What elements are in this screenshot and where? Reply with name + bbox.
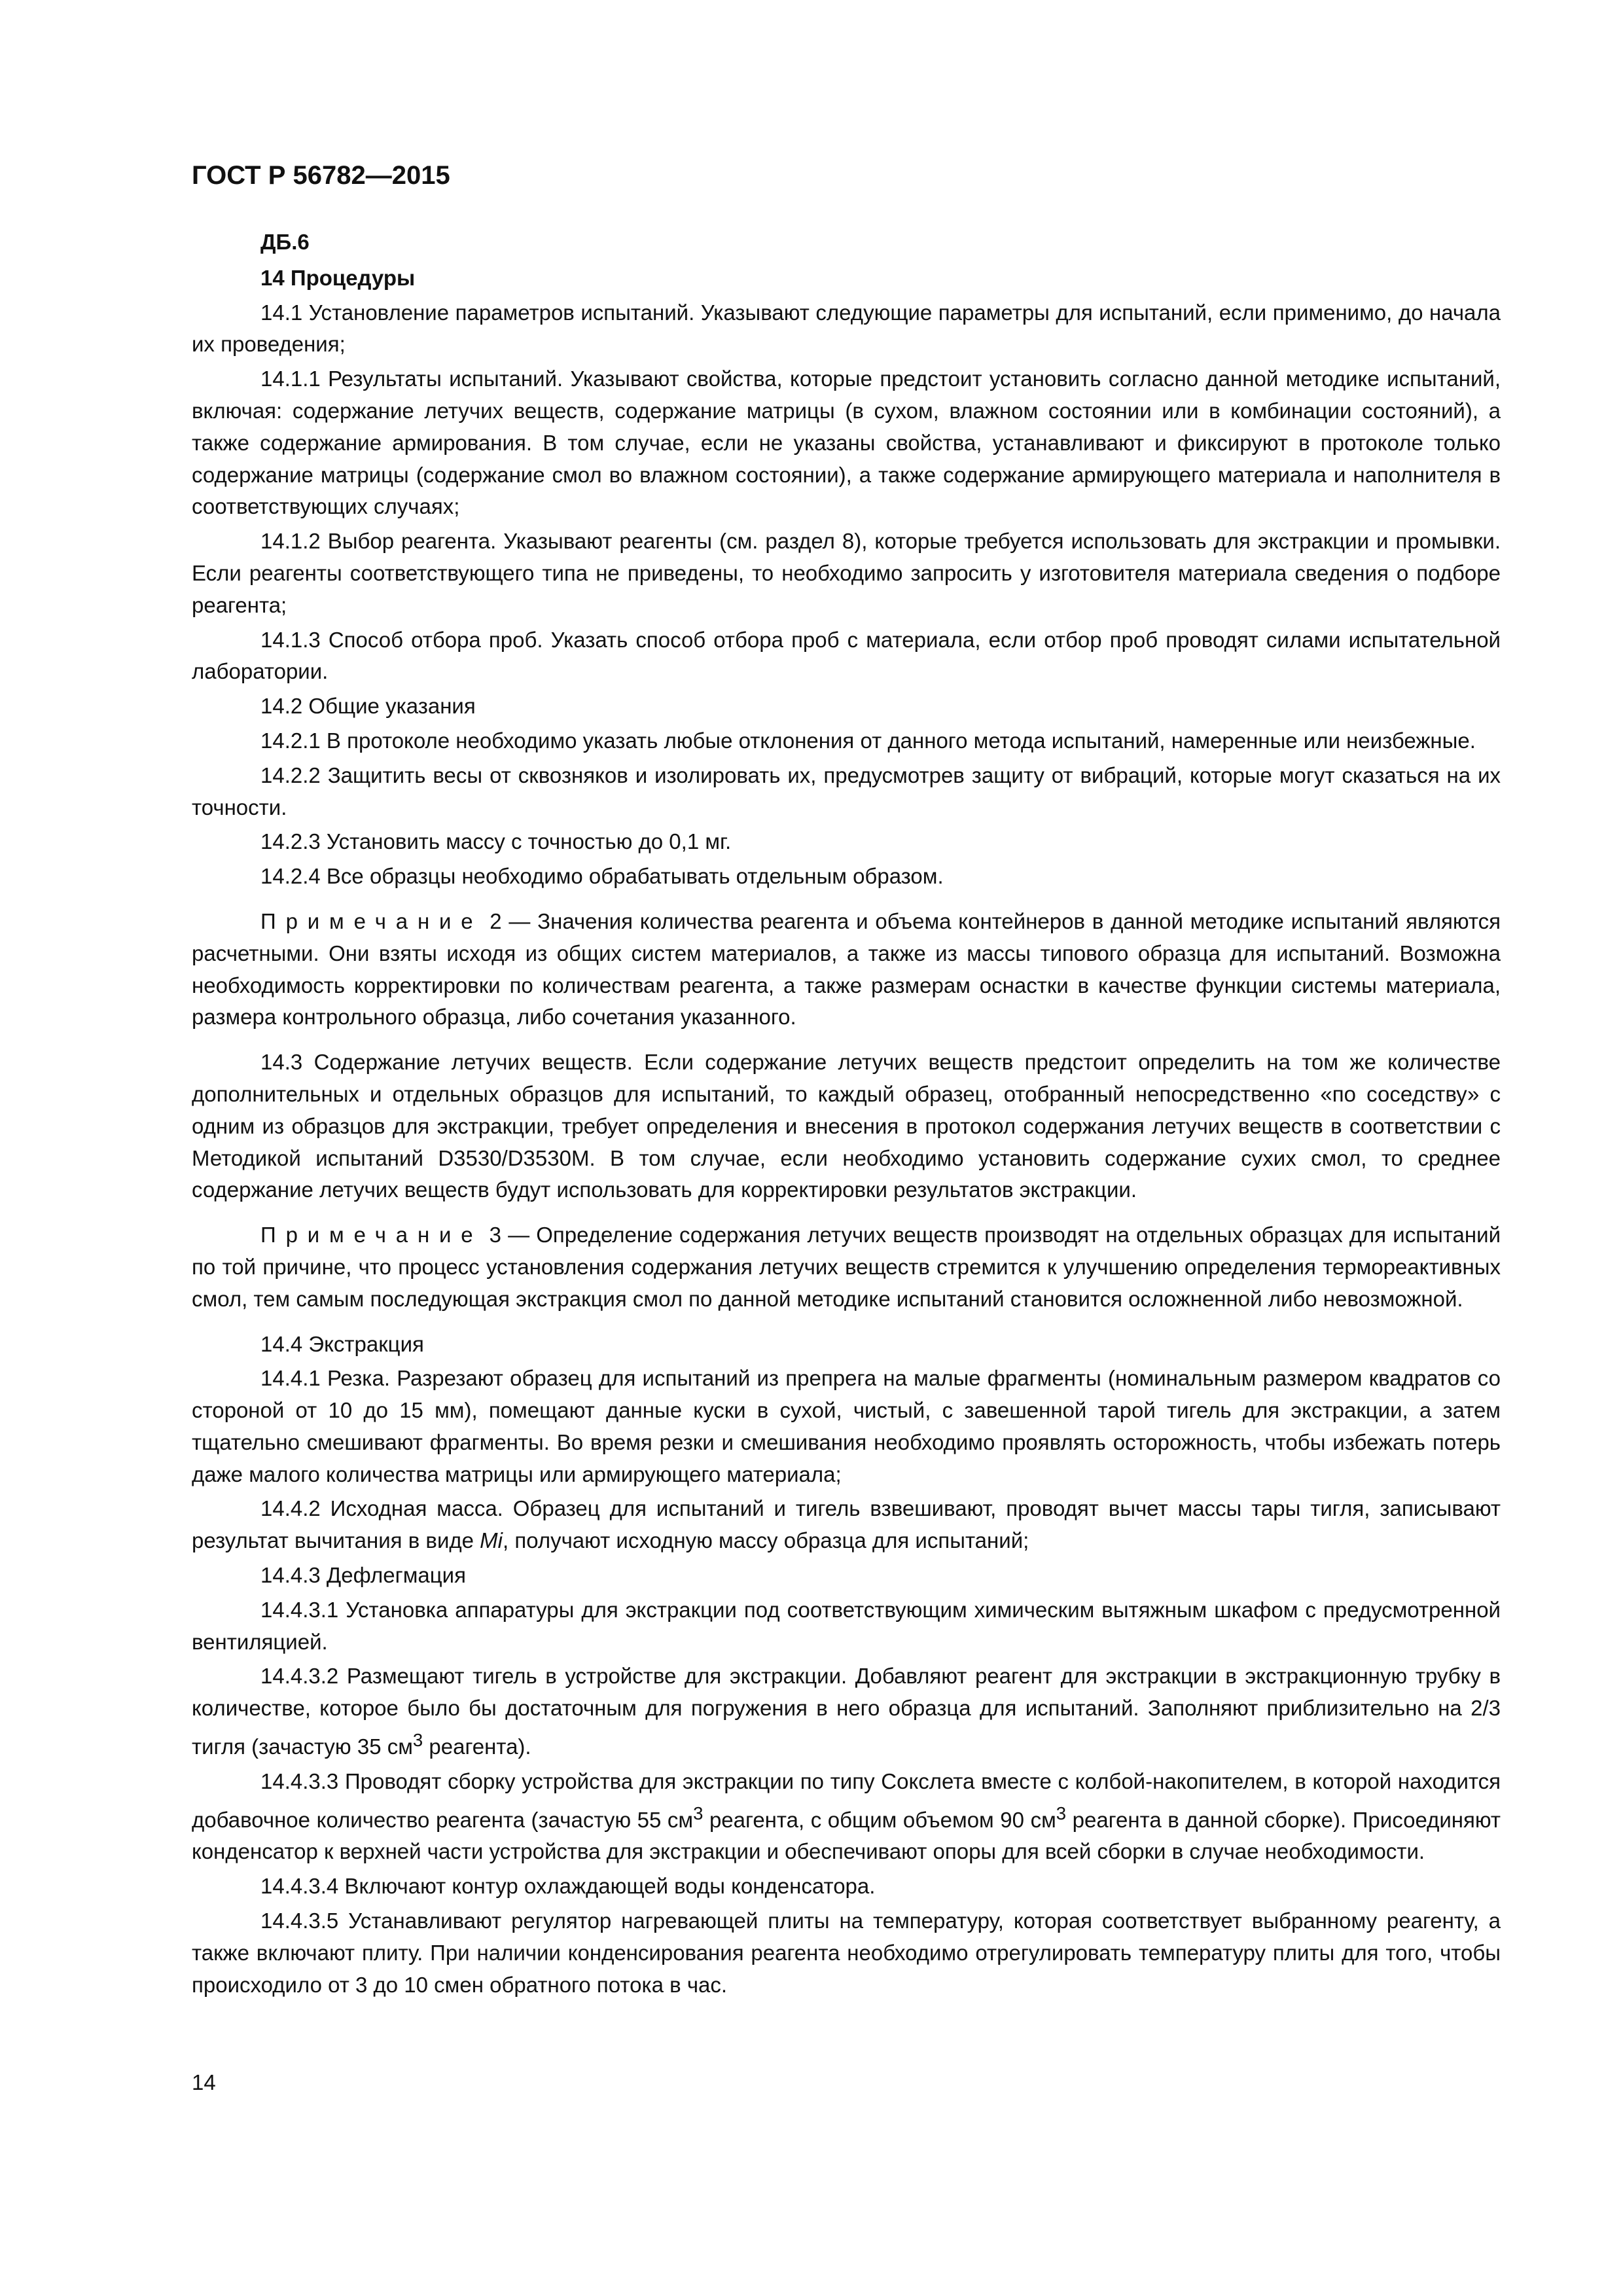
paragraph-14-1: 14.1 Установление параметров испытаний. Указывают следующие параметры для испытаний, если применимо, до начала их проведения; bbox=[192, 300, 1501, 357]
paragraph-14-2-1: 14.2.1 В протоколе необходимо указать любые отклонения от данного метода испытаний, намеренные или неизбежные. bbox=[260, 728, 1476, 753]
paragraph-14-4-3-2-text-b: реагента). bbox=[423, 1734, 531, 1759]
document-header: ГОСТ Р 56782—2015 bbox=[192, 161, 450, 190]
superscript: 3 bbox=[1056, 1803, 1067, 1823]
paragraph-14-4: 14.4 Экстракция bbox=[260, 1331, 424, 1356]
paragraph-14-2: 14.2 Общие указания bbox=[260, 694, 476, 719]
paragraph-14-4-3-2-text-a: 14.4.3.2 Размещают тигель в устройстве для экстракции. Добавляют реагент для экстракции в экстракционную трубку в количестве, которое было бы достаточным для погружения в него образца для испытаний. Заполняют приблизительно на 2/3 тигля (зачастую 35 см bbox=[192, 1664, 1501, 1759]
paragraph-14-4-2-text-a: 14.4.2 Исходная масса. Образец для испытаний и тигель взвешивают, проводят вычет массы тары тигля, записывают результат вычитания в виде bbox=[192, 1496, 1501, 1553]
paragraph-14-4-3-2 bbox=[192, 1660, 1501, 1763]
paragraph-14-4-3-3-text-a: 14.4.3.3 Проводят сборку устройства для экстракции по типу Сокслета вместе с колбой-накопителем, в которой находится добавочное количество реагента (зачастую 55 см bbox=[192, 1768, 1501, 1832]
paragraph-14-2-2: 14.2.2 Защитить весы от сквозняков и изолировать их, предусмотрев защиту от вибраций, которые могут сказаться на их точности. bbox=[192, 762, 1501, 819]
section-title: 14 Процедуры bbox=[260, 265, 416, 290]
paragraph-14-1-3: 14.1.3 Способ отбора проб. Указать способ отбора проб с материала, если отбор проб проводят силами испытательной лаборатории. bbox=[192, 627, 1501, 684]
appendix-reference: ДБ.6 bbox=[260, 230, 310, 254]
paragraph-14-3: 14.3 Содержание летучих веществ. Если содержание летучих веществ предстоит определить на том же количестве дополнительных и отдельных образцов для испытаний, то каждый образец, отобранный непосредственно «по соседству» с одним из образцов для экстракции, требует определения и внесения в протокол содержания летучих веществ в соответствии с Методикой испытаний D3530/D3530M. В том случае, если необходимо установить содержание сухих смол, то среднее содержание летучих веществ будут использовать для корректировки результатов экстракции. bbox=[192, 1050, 1501, 1202]
paragraph-14-4-1: 14.4.1 Резка. Разрезают образец для испытаний из препрега на малые фрагменты (номинальным размером квадратов со стороной от 10 до 15 мм), помещают данные куски в сухой, чистый, с завешенной тарой тигель для экстракции, а затем тщательно смешивают фрагменты. Во время резки и смешивания необходимо проявлять осторожность, чтобы избежать потерь даже малого количества матрицы или армирующего материала; bbox=[192, 1366, 1501, 1486]
paragraph-14-4-3: 14.4.3 Дефлегмация bbox=[260, 1563, 466, 1588]
paragraph-14-1-1: 14.1.1 Результаты испытаний. Указывают свойства, которые предстоит установить согласно данной методике испытаний, включая: содержание летучих веществ, содержание матрицы (в сухом, влажном состоянии или в комбинации состояний), а также содержание армирования. В том случае, если не указаны свойства, устанавливают и фиксируют в протоколе только содержание матрицы (содержание смол во влажном состоянии), а также содержание армирующего материала и наполнителя в соответствующих случаях; bbox=[192, 367, 1501, 519]
paragraph-14-4-3-3-text-b: реагента, с общим объемом 90 см bbox=[703, 1807, 1056, 1832]
paragraph-14-2-4: 14.2.4 Все образцы необходимо обрабатывать отдельным образом. bbox=[260, 864, 944, 889]
paragraph-14-4-3-3-text-c: реагента в данной сборке). Присоединяют конденсатор к верхней части устройства для экстракции и обеспечивают опоры для всей сборки в случае необходимости. bbox=[192, 1807, 1501, 1864]
note-2-label: Примечание bbox=[260, 908, 483, 933]
mass-variable: Mi bbox=[480, 1528, 503, 1553]
page-number: 14 bbox=[192, 2070, 216, 2094]
paragraph-14-4-2 bbox=[192, 1493, 1501, 1557]
paragraph-14-2-3: 14.2.3 Установить массу с точностью до 0,1 мг. bbox=[260, 829, 732, 854]
note-2-text: 2 — Значения количества реагента и объема контейнеров в данной методике испытаний являются расчетными. Они взяты исходя из общих систем материалов, а также из массы типового образца для испытаний. Возможна необходимость корректировки по количествам реагента, а также размерам оснастки в качестве функции системы материала, размера контрольного образца, либо сочетания указанного. bbox=[192, 908, 1501, 1030]
paragraph-14-4-3-1: 14.4.3.1 Установка аппаратуры для экстракции под соответствующим химическим вытяжным шкафом с предусмотренной вентиляцией. bbox=[192, 1597, 1501, 1654]
paragraph-14-4-3-5: 14.4.3.5 Устанавливают регулятор нагревающей плиты на температуру, которая соответствует выбранному реагенту, а также включают плиту. При наличии конденсирования реагента необходимо отрегулировать температуру плиты для того, чтобы происходило от 3 до 10 смен обратного потока в час. bbox=[192, 1909, 1501, 1997]
superscript: 3 bbox=[412, 1730, 423, 1751]
note-3 bbox=[192, 1219, 1501, 1315]
paragraph-14-4-3-3 bbox=[192, 1766, 1501, 1868]
note-3-text: 3 — Определение содержания летучих веществ производят на отдельных образцах для испытаний по той причине, что процесс установления содержания летучих веществ стремится к улучшению определения термореактивных смол, тем самым последующая экстракция смол по данной методике испытаний становится осложненной либо невозможной. bbox=[192, 1223, 1501, 1311]
paragraph-14-4-2-text-b: , получают исходную массу образца для испытаний; bbox=[502, 1528, 1029, 1553]
document-body bbox=[192, 226, 1501, 2003]
paragraph-14-1-2: 14.1.2 Выбор реагента. Указывают реагенты (см. раздел 8), которые требуется использовать для экстракции и промывки. Если реагенты соответствующего типа не приведены, то необходимо запросить у изготовителя материала сведения о подборе реагента; bbox=[192, 529, 1501, 617]
note-3-label: Примечание bbox=[260, 1223, 483, 1247]
paragraph-14-4-3-4: 14.4.3.4 Включают контур охлаждающей воды конденсатора. bbox=[260, 1874, 876, 1899]
superscript: 3 bbox=[693, 1803, 704, 1823]
note-2 bbox=[192, 906, 1501, 1033]
